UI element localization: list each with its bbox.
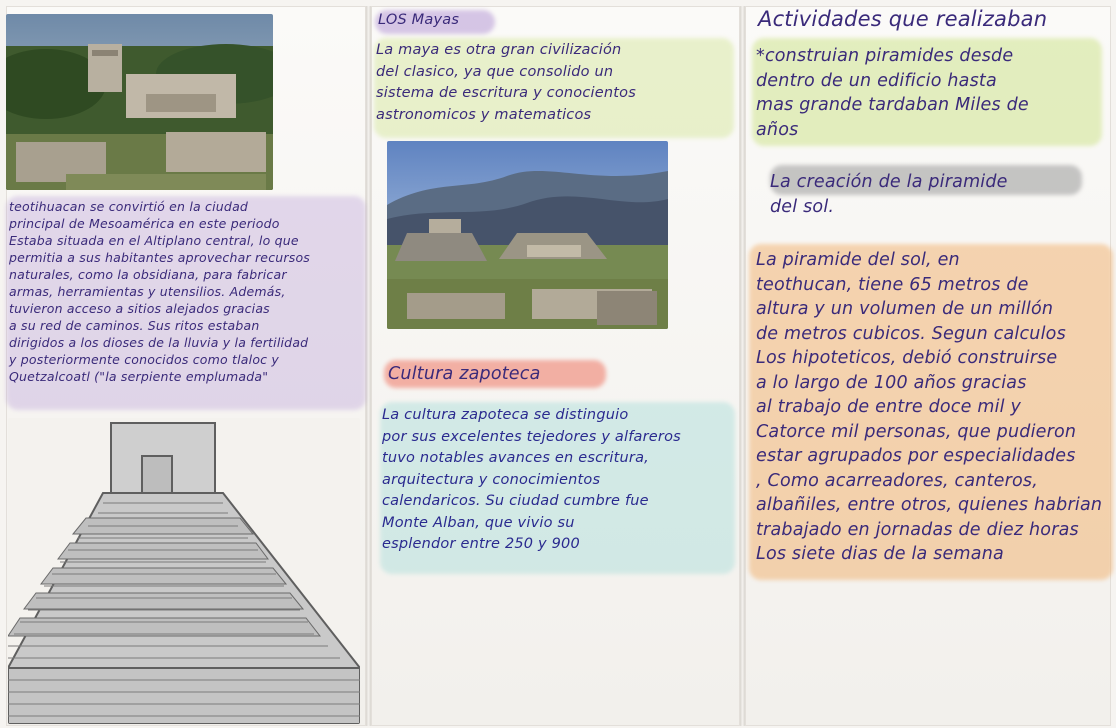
text-line: Monte Alban, que vivio su (382, 514, 575, 531)
text-line: del clasico, ya que consolido un (376, 63, 614, 80)
text-line: por sus excelentes tejedores y alfareros (382, 428, 681, 445)
text-line: Los hipoteticos, debió construirse (756, 348, 1058, 368)
text-line: armas, herramientas y utensilios. Además, (9, 284, 286, 299)
text-line: , Como acarreadores, canteros, (756, 470, 1038, 491)
text-line: naturales, como la obsidiana, para fabricar (9, 267, 287, 282)
text-line: trabajado en jornadas de diez horas (756, 519, 1079, 540)
text-line: tuvieron acceso a sitios alejados gracias (9, 301, 270, 316)
text-line: teothucan, tiene 65 metros de (756, 274, 1029, 295)
text-line: Catorce mil personas, que pudieron (756, 421, 1077, 442)
text-line: a su red de caminos. Sus ritos estaban (9, 318, 260, 333)
text-line: y posteriormente conocidos como tlaloc y (9, 352, 280, 367)
text-line: astronomicos y matematicos (376, 106, 592, 123)
text-line: La creación de la piramide (770, 172, 1008, 192)
text-line: Estaba situada en el Altiplano central, lo que (9, 233, 299, 248)
text-line: calendaricos. Su ciudad cumbre fue (382, 493, 649, 509)
text-line: teotihuacan se convirtió en la ciudad (9, 199, 249, 214)
text-line: dirigidos a los dioses de la lluvia y la fertilidad (9, 335, 309, 350)
activities-title: Actividades que realizaban (758, 7, 1048, 31)
text-line: arquitectura y conocimientos (382, 471, 601, 488)
text-line: La maya es otra gran civilización (376, 42, 622, 58)
text-line: tuvo notables avances en escritura, (382, 450, 649, 466)
text-line: altura y un volumen de un millón (756, 299, 1054, 319)
activities-paragraph (756, 44, 1108, 142)
text-line: a lo largo de 100 años gracias (756, 372, 1027, 393)
text-line: estar agrupados por especialidades (756, 446, 1076, 466)
zapoteca-title: Cultura zapoteca (388, 364, 541, 384)
text-line: de metros cubicos. Segun calculos (756, 323, 1066, 344)
text-line: esplendor entre 250 y 900 (382, 536, 580, 552)
ruins-photo (6, 14, 273, 190)
zapoteca-paragraph (382, 405, 737, 556)
mayas-paragraph (376, 40, 736, 126)
mayas-title: LOS Mayas (378, 12, 460, 28)
text-line: del sol. (770, 196, 835, 217)
sun-subtitle (770, 170, 1100, 219)
text-line: mas grande tardaban Miles de (756, 95, 1029, 115)
text-line: permitia a sus habitantes aprovechar recursos (9, 250, 310, 265)
pyramid-drawing (8, 418, 360, 724)
text-line: al trabajo de entre doce mil y (756, 397, 1022, 417)
text-line: dentro de un edificio hasta (756, 70, 997, 91)
text-line: La piramide del sol, en (756, 250, 960, 270)
text-line: Quetzalcoatl ("la serpiente emplumada" (9, 369, 269, 384)
text-line: albañiles, entre otros, quienes habrian (756, 495, 1103, 515)
text-line: La cultura zapoteca se distinguio (382, 407, 629, 423)
text-line: principal de Mesoamérica en este periodo (9, 216, 280, 231)
text-line: sistema de escritura y conocientos (376, 85, 636, 101)
text-line: Los siete dias de la semana (756, 544, 1004, 564)
text-line: años (756, 119, 799, 140)
text-line: *construian piramides desde (756, 46, 1014, 66)
sun-pyramid-paragraph (756, 248, 1112, 567)
teotihuacan-paragraph (9, 198, 365, 385)
monte-alban-photo (387, 141, 668, 329)
